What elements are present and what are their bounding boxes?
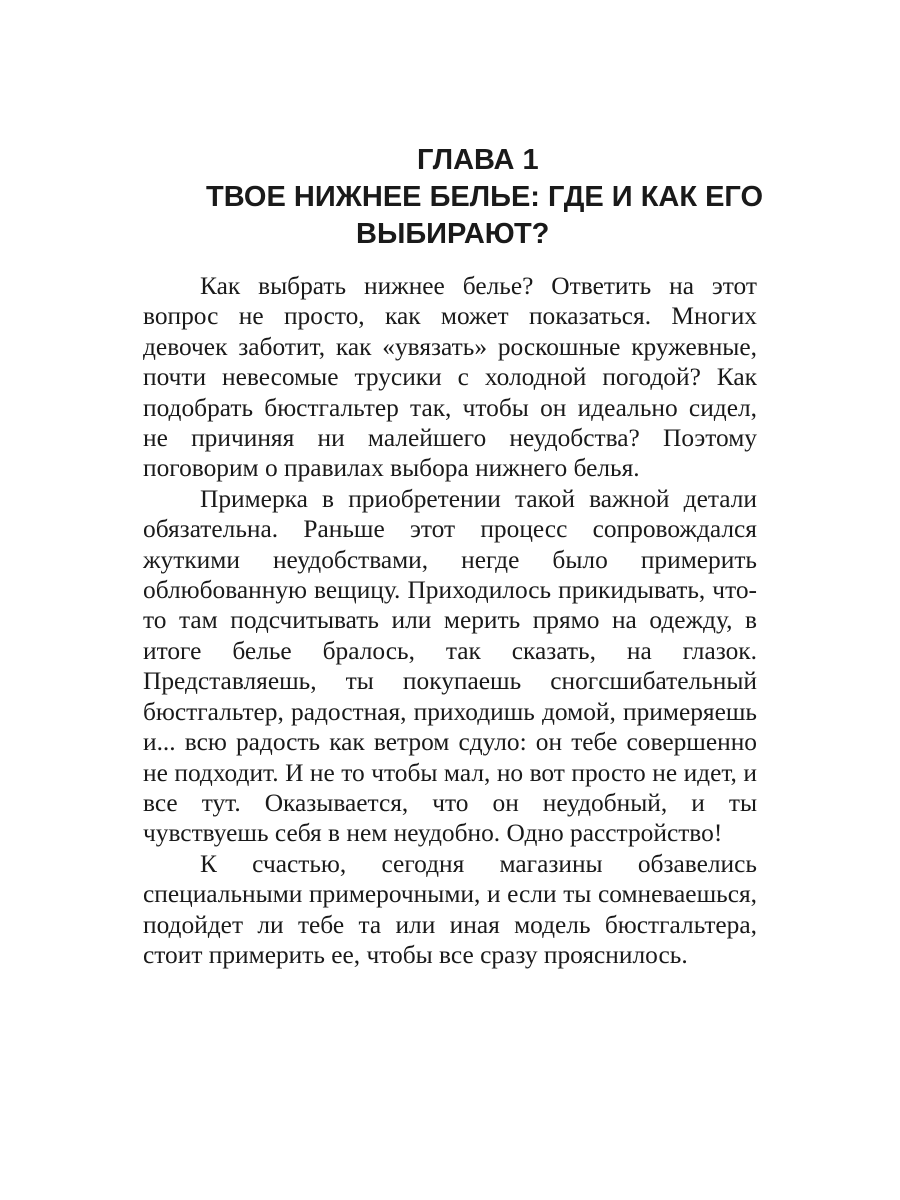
- chapter-number: ГЛАВА 1: [417, 144, 539, 176]
- chapter-title-line-2: ВЫБИРАЮТ?: [356, 218, 550, 250]
- chapter-body: [143, 271, 757, 970]
- paragraph-2: Примерка в приобретении такой важной детали обязательна. Раньше этот процесс сопровождался жуткими неудобствами, негде было примерить облюбованную вещицу. Приходилось прикидывать, что-то там подсчитывать или мерить прямо на одежду, в итоге белье бралось, так сказать, на глазок. Представляешь, ты покупаешь сногсшибательный бюстгальтер, радостная, приходишь домой, примеряешь и... всю радость как ветром сдуло: он тебе совершенно не подходит. И не то чтобы мал, но вот просто не идет, и все тут. Оказывается, что он неудобный, и ты чувствуешь себя в нем неудобно. Одно расстройство!: [143, 484, 757, 848]
- chapter-title-line-1: ТВОЕ НИЖНЕЕ БЕЛЬЕ: ГДЕ И КАК ЕГО: [206, 181, 764, 213]
- paragraph-1: Как выбрать нижнее белье? Ответить на этот вопрос не просто, как может показаться. Многих девочек заботит, как «увязать» роскошные кружевные, почти невесомые трусики с холодной погодой? Как подобрать бюстгальтер так, чтобы он идеально сидел, не причиняя ни малейшего неудобства? Поэтому поговорим о правилах выбора нижнего белья.: [143, 272, 757, 483]
- paragraph-3: К счастью, сегодня магазины обзавелись специальными примерочными, и если ты сомневаешься, подойдет ли тебе та или иная модель бюстгальтера, стоит примерить ее, чтобы все сразу прояснилось.: [143, 849, 757, 969]
